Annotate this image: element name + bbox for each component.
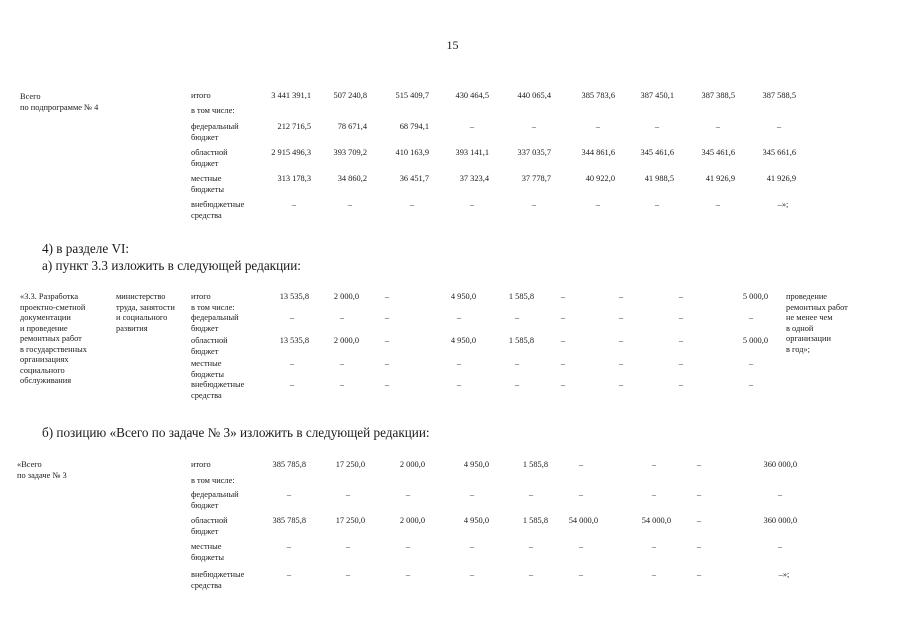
table-cell-value: –	[384, 313, 390, 322]
table-cell-value: 4 950,0	[450, 292, 476, 301]
table-cell-value: –	[618, 292, 624, 301]
page-number: 15	[446, 38, 459, 52]
table-cell-value: –	[651, 460, 657, 469]
table-cell-value: 1 585,8	[508, 336, 534, 345]
result-line: ремонтных работ	[786, 302, 848, 312]
budget-source-line: местные	[191, 359, 222, 368]
table-cell-value: –	[560, 292, 566, 301]
table-cell-value: –	[345, 490, 351, 499]
table-cell-value: 1 585,8	[522, 460, 548, 469]
table-cell-value: –	[289, 313, 295, 322]
budget-source-line: итого	[191, 91, 211, 100]
measure-name-line: «3.3. Разработка	[20, 292, 79, 301]
table-cell-value: –	[651, 542, 657, 551]
table-cell-value: –	[469, 570, 475, 579]
budget-source-label	[191, 148, 228, 169]
heading-section-vi: 4) в разделе VI:	[42, 241, 130, 256]
table-cell-value: 17 250,0	[335, 460, 365, 469]
table-cell-value: 360 000,0	[763, 516, 797, 525]
executor-line: министерство	[116, 292, 166, 301]
result-line: проведение	[786, 292, 828, 301]
table-cell-value: –	[469, 122, 475, 131]
budget-source-line: местные	[191, 174, 222, 183]
table-cell-value: –	[715, 200, 721, 209]
table-cell-value: 68 794,1	[399, 122, 429, 131]
table-cell-value: –	[469, 542, 475, 551]
measure-name-line: ремонтных работ	[20, 334, 82, 343]
table-cell-value: –	[531, 200, 537, 209]
table-cell-value: 387 450,1	[640, 91, 674, 100]
table-cell-value: 515 409,7	[395, 91, 429, 100]
measure-name-line: организациях	[20, 355, 69, 364]
table-cell-value: 360 000,0	[763, 460, 797, 469]
budget-source-label	[191, 200, 244, 221]
executor-line: и социального	[116, 313, 168, 322]
budget-source-label	[191, 336, 228, 357]
table-cell-value: 2 000,0	[399, 516, 425, 525]
table-cell-value: 5 000,0	[742, 336, 768, 345]
table-cell-value: –	[595, 200, 601, 209]
table-cell-value: 430 464,5	[455, 91, 489, 100]
table-cell-value: –	[654, 122, 660, 131]
table-cell-value: –	[715, 122, 721, 131]
table-cell-value: –	[776, 122, 782, 131]
budget-source-line: бюджет	[191, 526, 219, 536]
result-line: организации	[786, 334, 831, 343]
result-column	[786, 292, 848, 355]
table-cell-value: 393 709,2	[333, 148, 367, 157]
table-cell-value: 337 035,7	[517, 148, 551, 157]
budget-source-line: внебюджетные	[191, 570, 245, 579]
table-cell-value: –	[678, 336, 684, 345]
table-cell-value: 34 860,2	[337, 174, 367, 183]
table-cell-value: 507 240,8	[333, 91, 367, 100]
table-cell-value: –	[578, 490, 584, 499]
table-cell-value: –	[289, 380, 295, 389]
budget-source-label	[191, 313, 239, 334]
budget-source-line: бюджет	[191, 323, 219, 333]
table-cell-value: –	[696, 460, 702, 469]
table-cell-value: –	[560, 359, 566, 368]
table-cell-value: –	[339, 380, 345, 389]
table-cell-value: –	[469, 490, 475, 499]
table-cell-value: 440 065,4	[517, 91, 551, 100]
budget-source-line: в том числе:	[191, 106, 235, 115]
budget-source-line: в том числе:	[191, 476, 235, 485]
table-cell-value: –	[384, 292, 390, 301]
table-cell-value: –	[528, 570, 534, 579]
budget-source-line: федеральный	[191, 122, 239, 131]
budget-source-line: средства	[191, 390, 222, 400]
budget-source-line: областной	[191, 516, 228, 525]
table-cell-value: –	[384, 359, 390, 368]
result-line: в одной	[786, 323, 814, 333]
table-cell-value: –	[678, 313, 684, 322]
measure-name-line: в государственных	[20, 344, 87, 354]
table-cell-value: –	[405, 542, 411, 551]
result-line: в год»;	[786, 344, 810, 354]
budget-source-label	[191, 460, 211, 471]
budget-source-line: средства	[191, 210, 222, 220]
budget-source-line: бюджеты	[191, 369, 225, 379]
budget-source-line: бюджет	[191, 132, 219, 142]
table-cell-value: –	[678, 359, 684, 368]
budget-source-label	[191, 570, 244, 591]
budget-source-line: областной	[191, 148, 228, 157]
table-cell-value: 13 535,8	[279, 336, 309, 345]
table-cell-value: 41 988,5	[644, 174, 674, 183]
budget-source-line: бюджеты	[191, 184, 225, 194]
table-cell-value: 17 250,0	[335, 516, 365, 525]
table-cell-value: –	[654, 200, 660, 209]
table-cell-value: –	[528, 490, 534, 499]
table-cell-value: –	[618, 313, 624, 322]
table-cell-value: 78 671,4	[337, 122, 367, 131]
table-cell-value: –	[618, 336, 624, 345]
table-cell-value: –	[651, 570, 657, 579]
executor-line: развития	[116, 323, 148, 333]
label-line: по задаче № 3	[17, 470, 67, 480]
table-cell-value: –»;	[777, 200, 789, 209]
table-cell-value: 2 915 496,3	[271, 148, 311, 157]
table-cell-value: –	[696, 516, 702, 525]
table-cell-value: –	[514, 380, 520, 389]
measure-name-line: документации	[20, 313, 71, 322]
executor-line: труда, занятости	[116, 302, 175, 312]
table-cell-value: –	[595, 122, 601, 131]
table-cell-value: 385 783,6	[581, 91, 615, 100]
budget-source-line: итого	[191, 292, 211, 301]
result-line: не менее чем	[786, 313, 833, 322]
table-cell-value: –	[618, 380, 624, 389]
budget-source-label	[191, 542, 224, 563]
budget-source-label	[191, 359, 224, 380]
table-cell-value: –	[618, 359, 624, 368]
table-cell-value: –	[651, 490, 657, 499]
table-cell-value: 36 451,7	[399, 174, 429, 183]
label-line: Всего	[20, 92, 41, 101]
table-cell-value: 212 716,5	[277, 122, 311, 131]
table-cell-value: –	[560, 336, 566, 345]
table-cell-value: 5 000,0	[742, 292, 768, 301]
table-row-label	[17, 460, 67, 481]
heading-item-b: б) позицию «Всего по задаче № 3» изложить в следующей редакции:	[42, 425, 430, 440]
budget-source-line: местные	[191, 542, 222, 551]
table-cell-value: 385 785,8	[272, 516, 306, 525]
table-cell-value: 410 163,9	[395, 148, 429, 157]
table-cell-value: –	[456, 313, 462, 322]
executor-column	[116, 292, 175, 334]
budget-source-line: в том числе:	[191, 302, 235, 312]
budget-source-label	[191, 292, 235, 313]
table-cell-value: –	[531, 122, 537, 131]
table-cell-value: –	[345, 542, 351, 551]
table-cell-value: 41 926,9	[766, 174, 796, 183]
table-cell-value: 41 926,9	[705, 174, 735, 183]
budget-source-label	[191, 106, 235, 117]
table-cell-value: –	[339, 359, 345, 368]
budget-source-line: бюджет	[191, 500, 219, 510]
table-cell-value: 344 861,6	[581, 148, 615, 157]
table-cell-value: –	[456, 380, 462, 389]
table-cell-value: –	[777, 490, 783, 499]
budget-source-line: бюджет	[191, 158, 219, 168]
table-cell-value: –	[696, 570, 702, 579]
measure-name-line: социального	[20, 365, 65, 375]
budget-source-label	[191, 476, 235, 487]
table-cell-value: –	[678, 292, 684, 301]
heading-item-a: а) пункт 3.3 изложить в следующей редакции:	[42, 258, 301, 273]
table-cell-value: –	[748, 359, 754, 368]
table-cell-value: 385 785,8	[272, 460, 306, 469]
table-cell-value: –	[384, 380, 390, 389]
table-cell-value: 345 461,6	[701, 148, 735, 157]
measure-name-line: обслуживания	[20, 376, 72, 385]
table-cell-value: –	[560, 313, 566, 322]
budget-source-line: итого	[191, 460, 211, 469]
table-cell-value: 3 441 391,1	[271, 91, 311, 100]
table-cell-value: –	[560, 380, 566, 389]
table-cell-value: –	[347, 200, 353, 209]
table-cell-value: –	[286, 542, 292, 551]
table-cell-value: –	[286, 570, 292, 579]
table-cell-value: –	[696, 542, 702, 551]
table-cell-value: –	[289, 359, 295, 368]
table-cell-value: –	[339, 313, 345, 322]
budget-source-line: внебюджетные	[191, 380, 245, 389]
label-line: по подпрограмме № 4	[20, 102, 99, 112]
table-cell-value: 13 535,8	[279, 292, 309, 301]
table-cell-value: 37 323,4	[459, 174, 489, 183]
measure-name-line: проектно-сметной	[20, 302, 86, 312]
label-line: «Всего	[17, 460, 42, 469]
table-cell-value: –	[696, 490, 702, 499]
budget-source-line: средства	[191, 580, 222, 590]
table-cell-value: –	[528, 542, 534, 551]
table-cell-value: 313 178,3	[277, 174, 311, 183]
table-cell-value: –	[748, 380, 754, 389]
budget-source-label	[191, 490, 239, 511]
table-cell-value: –	[405, 490, 411, 499]
budget-source-label	[191, 174, 224, 195]
table-cell-value: 2 000,0	[399, 460, 425, 469]
table-cell-value: –	[578, 460, 584, 469]
table-cell-value: 2 000,0	[333, 292, 359, 301]
table-cell-value: 345 661,6	[762, 148, 796, 157]
budget-source-label	[191, 516, 228, 537]
budget-source-line: федеральный	[191, 313, 239, 322]
table-cell-value: –	[469, 200, 475, 209]
table-cell-value: –	[384, 336, 390, 345]
table-cell-value: –	[286, 490, 292, 499]
table-cell-value: 345 461,6	[640, 148, 674, 157]
table-cell-value: –»;	[778, 570, 790, 579]
table-cell-value: –	[345, 570, 351, 579]
table-cell-value: 4 950,0	[463, 460, 489, 469]
budget-source-line: бюджеты	[191, 552, 225, 562]
budget-source-label	[191, 380, 244, 401]
table-row-label	[20, 92, 98, 113]
table-cell-value: –	[291, 200, 297, 209]
measure-name-line: и проведение	[20, 323, 68, 333]
table-cell-value: –	[456, 359, 462, 368]
table-cell-value: 393 141,1	[455, 148, 489, 157]
budget-source-line: федеральный	[191, 490, 239, 499]
table-cell-value: 37 778,7	[521, 174, 551, 183]
table-cell-value: –	[748, 313, 754, 322]
budget-source-line: бюджет	[191, 346, 219, 356]
measure-name-column	[20, 292, 87, 387]
table-cell-value: 387 588,5	[762, 91, 796, 100]
table-cell-value: 54 000,0	[568, 516, 598, 525]
table-cell-value: 54 000,0	[641, 516, 671, 525]
budget-source-label	[191, 91, 211, 102]
table-cell-value: –	[678, 380, 684, 389]
table-cell-value: –	[405, 570, 411, 579]
table-cell-value: –	[514, 313, 520, 322]
table-cell-value: –	[578, 542, 584, 551]
table-cell-value: 2 000,0	[333, 336, 359, 345]
budget-source-line: областной	[191, 336, 228, 345]
budget-source-label	[191, 122, 239, 143]
table-cell-value: 4 950,0	[463, 516, 489, 525]
table-cell-value: 1 585,8	[508, 292, 534, 301]
table-cell-value: –	[777, 542, 783, 551]
budget-source-line: внебюджетные	[191, 200, 245, 209]
table-cell-value: 40 922,0	[585, 174, 615, 183]
table-cell-value: 4 950,0	[450, 336, 476, 345]
table-cell-value: –	[578, 570, 584, 579]
table-cell-value: –	[514, 359, 520, 368]
table-cell-value: –	[409, 200, 415, 209]
table-cell-value: 387 388,5	[701, 91, 735, 100]
table-cell-value: 1 585,8	[522, 516, 548, 525]
